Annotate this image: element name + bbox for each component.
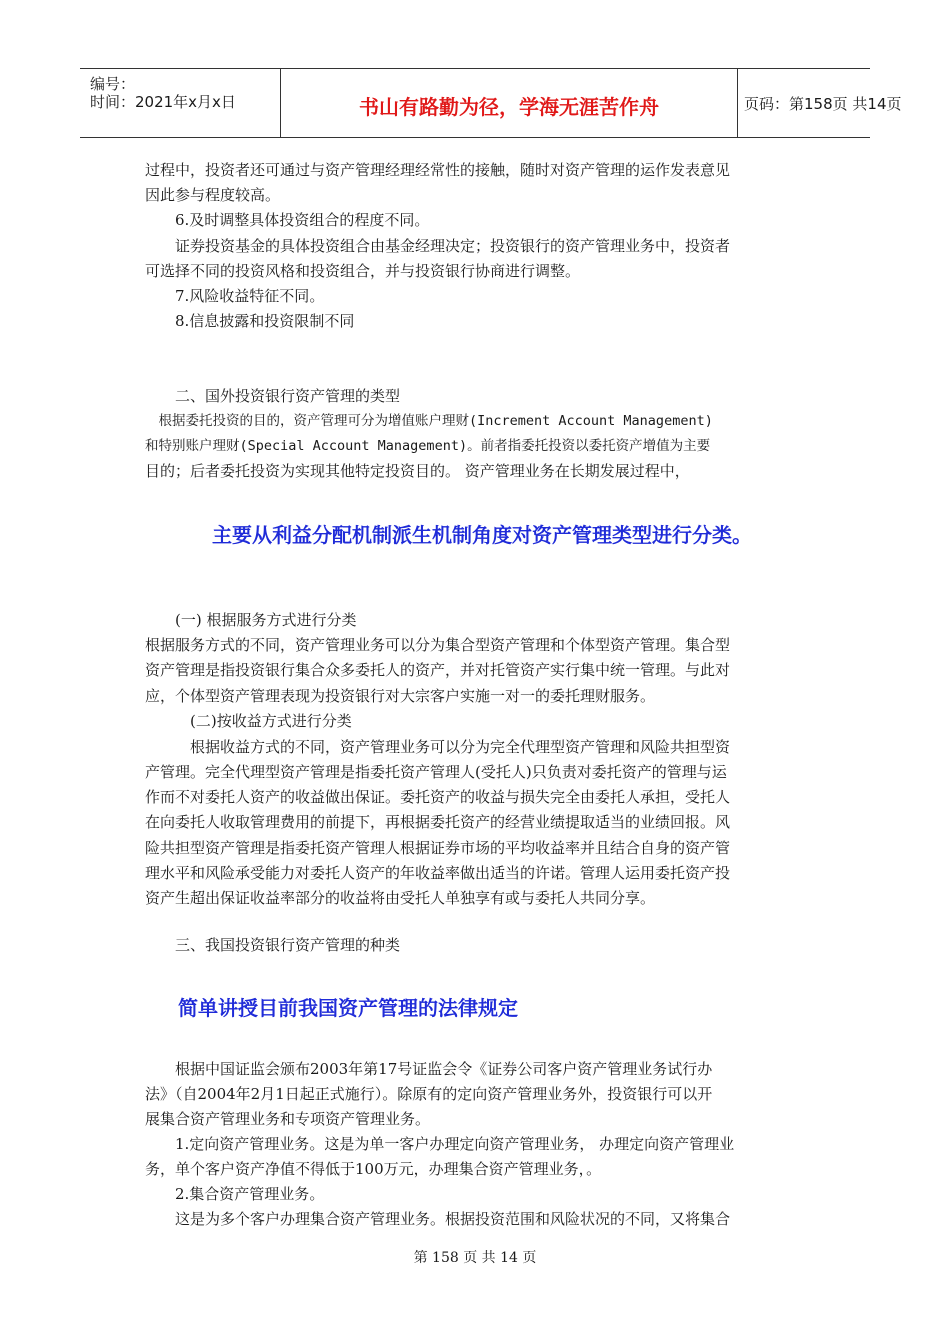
paragraph-line: 2.集合资产管理业务。 xyxy=(145,1185,325,1203)
paragraph-line: 可选择不同的投资风格和投资组合，并与投资银行协商进行调整。 xyxy=(145,262,581,280)
paragraph-line: 理水平和风险承受能力对委托人资产的年收益率做出适当的许诺。管理人运用委托资产投 xyxy=(145,864,731,882)
paragraph-line: 过程中，投资者还可通过与资产管理经理经常性的接触，随时对资产管理的运作发表意见 xyxy=(145,161,731,179)
paragraph-line: 资产管理是指投资银行集合众多委托人的资产，并对托管资产实行集中统一管理。与此对 xyxy=(145,661,731,679)
header-motto: 书山有路勤为径，学海无涯苦作舟 xyxy=(359,95,659,119)
page-header xyxy=(80,68,902,138)
paragraph-line: 险共担型资产管理是指委托资产管理人根据证券市场的平均收益率并且结合自身的资产管 xyxy=(145,839,731,857)
paragraph-line: 应，个体型资产管理表现为投资银行对大宗客户实施一对一的委托理财服务。 xyxy=(145,687,656,705)
paragraph-line: 务，单个客户资产净值不得低于100万元，办理集合资产管理业务，。 xyxy=(145,1160,602,1178)
header-motto-cell xyxy=(281,69,738,137)
paragraph-line: 展集合资产管理业务和专项资产管理业务。 xyxy=(145,1110,431,1128)
page-footer: 第 158 页 共 14 页 xyxy=(413,1250,537,1266)
paragraph-line: 根据收益方式的不同，资产管理业务可以分为完全代理型资产管理和风险共担型资 xyxy=(145,738,731,756)
paragraph-line: 根据服务方式的不同，资产管理业务可以分为集合型资产管理和个体型资产管理。集合型 xyxy=(145,636,731,654)
paragraph-line: 产管理。完全代理型资产管理是指委托资产管理人(受托人)只负责对委托资产的管理与运 xyxy=(145,763,727,781)
paragraph-line: 7.风险收益特征不同。 xyxy=(145,287,325,305)
subsection-title: (一) 根据服务方式进行分类 xyxy=(145,611,357,629)
paragraph-line: 资产生超出保证收益率部分的收益将由受托人单独享有或与委托人共同分享。 xyxy=(145,889,656,907)
paragraph-line: 1.定向资产管理业务。这是为单一客户办理定向资产管理业务， 办理定向资产管理业 xyxy=(145,1135,735,1153)
paragraph-line: 根据委托投资的目的，资产管理可分为增值账户理财(Increment Account Management) xyxy=(145,413,713,429)
paragraph-line: 根据中国证监会颁布2003年第17号证监会令《证券公司客户资产管理业务试行办 xyxy=(145,1060,713,1078)
blue-heading: 主要从利益分配机制派生机制角度对资产管理类型进行分类。 xyxy=(212,523,752,547)
section-title: 二、国外投资银行资产管理的类型 xyxy=(145,387,401,405)
paragraph-line: 证券投资基金的具体投资组合由基金经理决定；投资银行的资产管理业务中，投资者 xyxy=(145,237,731,255)
paragraph-line: 和特别账户理财(Special Account Management)。前者指委托投资以委托资产增值为主要 xyxy=(145,438,711,454)
date-label: 时间：2021年x月x日 xyxy=(90,93,236,111)
paragraph-line: 目的；后者委托投资为实现其他特定投资目的。 资产管理业务在长期发展过程中， xyxy=(145,462,690,480)
header-page-info: 页码：第158页 共14页 xyxy=(744,95,902,113)
header-left-cell xyxy=(80,69,281,137)
paragraph-line: 作而不对委托人资产的收益做出保证。委托资产的收益与损失完全由委托人承担，受托人 xyxy=(145,788,731,806)
paragraph-line: 这是为多个客户办理集合资产管理业务。根据投资范围和风险状况的不同，又将集合 xyxy=(145,1210,731,1228)
paragraph-line: 在向委托人收取管理费用的前提下，再根据委托资产的经营业绩提取适当的业绩回报。风 xyxy=(145,813,731,831)
paragraph-line: 6.及时调整具体投资组合的程度不同。 xyxy=(145,211,430,229)
header-page-cell xyxy=(738,69,902,137)
number-label: 编号： xyxy=(90,75,136,93)
paragraph-line: 法》（自2004年2月1日起正式施行）。除原有的定向资产管理业务外，投资银行可以开 xyxy=(145,1085,713,1103)
paragraph-line: 因此参与程度较高。 xyxy=(145,186,281,204)
subsection-title: (二)按收益方式进行分类 xyxy=(145,712,352,730)
blue-heading: 简单讲授目前我国资产管理的法律规定 xyxy=(178,996,518,1020)
section-title: 三、我国投资银行资产管理的种类 xyxy=(145,936,401,954)
paragraph-line: 8.信息披露和投资限制不同 xyxy=(145,312,355,330)
